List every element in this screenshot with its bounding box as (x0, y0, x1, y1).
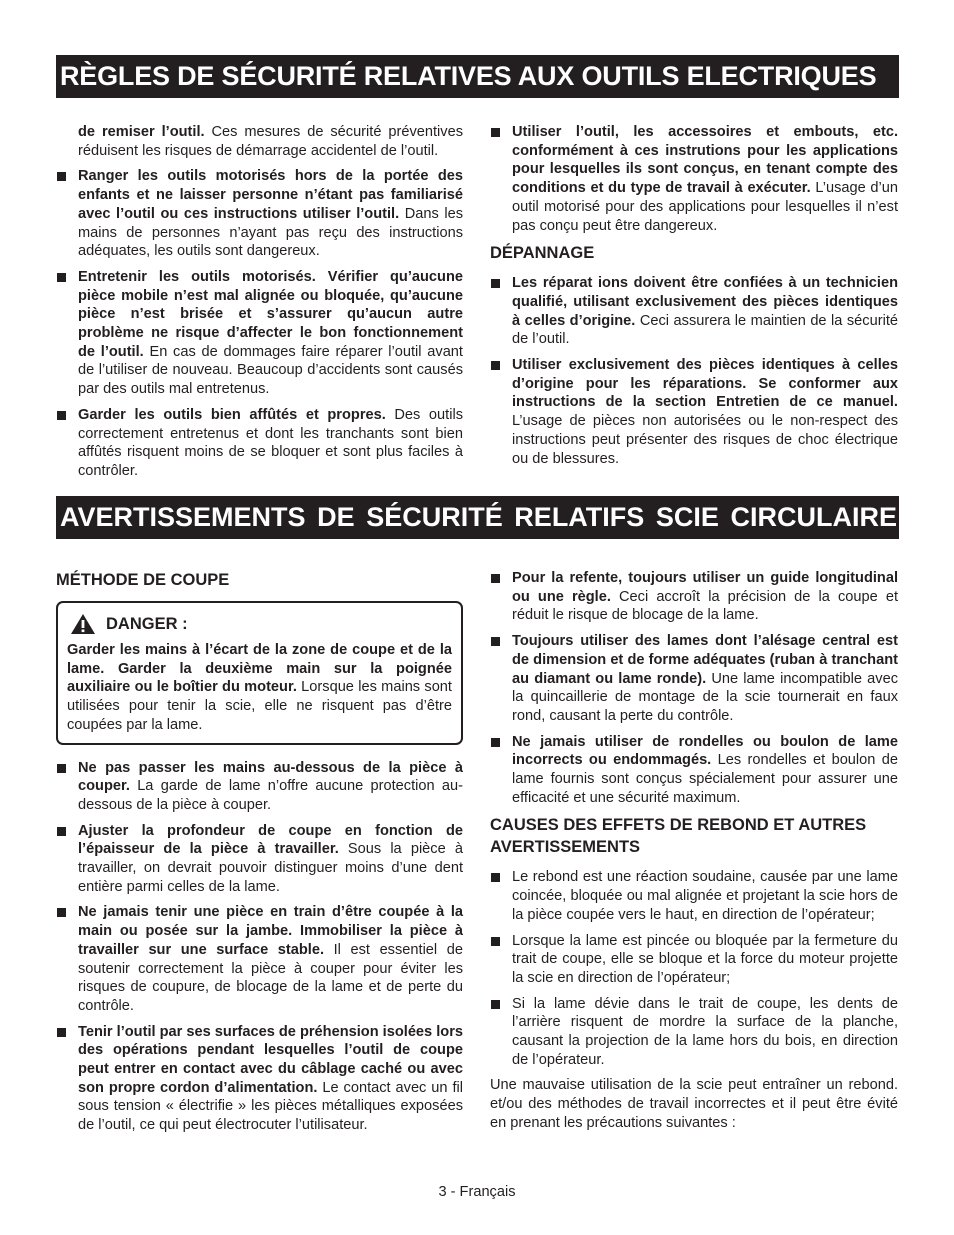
list-item: Toujours utiliser des lames dont l’alésage central est de dimension et de forme adéquates (ruban à tranchant au diamant ou lame ronde). Une lame incompatible avec la quincaillerie de montage de la scie tournerait en faux rond, causant la perte du contrôle. (490, 632, 898, 726)
list-item: Ne jamais utiliser de rondelles ou boulon de lame incorrects ou endommagés. Les rondelles et boulon de lame fournis sont conçus spécialement pour assurer une efficacité et une sécurité maximum. (490, 733, 898, 808)
bullet-square-icon (57, 411, 66, 420)
danger-title: DANGER : (106, 614, 188, 633)
section-title-circular-saw: AVERTISSEMENTS DE SÉCURITÉ RELATIFS SCIE CIRCULAIRE (56, 496, 899, 539)
list-item: Ne pas passer les mains au-dessous de la pièce à couper. La garde de lame n’offre aucune protection au-dessous de la pièce à couper. (56, 759, 463, 815)
list-item: Utiliser l’outil, les accessoires et embouts, etc. conformément à ces instrutions pour les applications pour lesquelles ils sont conçus, en tenant compte des conditions et du type de travail à exécuter. L’usage d’un outil motorisé pour des applications pour lesquelles il n’est pas conçu peut être dangereux. (490, 123, 898, 235)
danger-box (56, 601, 463, 745)
bullet-square-icon (491, 738, 500, 747)
bullet-square-icon (491, 1000, 500, 1009)
danger-header (70, 613, 452, 635)
bullet-square-icon (491, 637, 500, 646)
list-item: Ranger les outils motorisés hors de la portée des enfants et ne laisser personne n’étant pas familiarisé avec l’outil ou ces instructions utiliser l’outil. Dans les mains de personnes n’ayant pas reçu des instructions adéquates, les outils sont dangereux. (56, 167, 463, 261)
bullet-square-icon (57, 827, 66, 836)
closing-paragraph: Une mauvaise utilisation de la scie peut entraîner un rebond. et/ou des méthodes de travail incorrectes et il peut être évité en prenant les précautions suivantes : (490, 1077, 898, 1131)
list-item: Utiliser exclusivement des pièces identiques à celles d’origine pour les réparations. Se conformer aux instructions de la section Entretien de ce manuel. L’usage de pièces non autorisées ou le non-respect des instructions peut présenter des risques de choc électrique ou de blessures. (490, 356, 898, 468)
section2-right-column (490, 569, 898, 1140)
list-item: Ajuster la profondeur de coupe en fonction de l’épaisseur de la pièce à travailler. Sous la pièce à travailler, on devrait pouvoir distinguer moins d’une dent entière parmi celles de la lame. (56, 822, 463, 897)
section-title-electric-tools: RÈGLES DE SÉCURITÉ RELATIVES AUX OUTILS ELECTRIQUES (56, 55, 899, 98)
bullet-square-icon (491, 873, 500, 882)
list-item: Les réparat ions doivent être confiées à un technicien qualifié, utilisant exclusivement des pièces identiques à celles d’origine. Ceci assurera le maintien de la sécurité de l’outil. (490, 274, 898, 349)
section2-left-column (56, 569, 463, 1142)
depannage-heading: DÉPANNAGE (490, 244, 595, 263)
bullet-square-icon (491, 361, 500, 370)
list-item: Lorsque la lame est pincée ou bloquée par la fermeture du trait de coupe, elle se bloque et la force du moteur projette la scie en direction de l’opérateur; (490, 932, 898, 988)
bullet-square-icon (491, 937, 500, 946)
page-footer: 3 - Français (438, 1184, 516, 1200)
list-item: Ne jamais tenir une pièce en train d’être coupée à la main ou posée sur la jambe. Immobiliser la pièce à travailler sur une surface stable. Il est essentiel de soutenir correctement la pièce à couper pour éviter les risques de coupure, de blocage de la lame et de perte du contrôle. (56, 903, 463, 1015)
list-item: Entretenir les outils motorisés. Vérifier qu’aucune pièce mobile n’est mal alignée ou bloquée, qu’aucune pièce n’est brisée et s’assurer qu’aucun autre problème ne risque d’affecter le bon fonctionnement de l’outil. En cas de dommages faire réparer l’outil avant de l’utiliser de nouveau. Beaucoup d’accidents sont causés par des outils mal entretenus. (56, 268, 463, 399)
list-item: Pour la refente, toujours utiliser un guide longitudinal ou une règle. Ceci accroît la précision de la coupe et réduit le risque de blocage de la lame. (490, 569, 898, 625)
list-item: Garder les outils bien affûtés et propres. Des outils correctement entretenus et dont les tranchants sont bien affûtés risquent moins de se bloquer et sont plus faciles à contrôler. (56, 406, 463, 481)
bullet-square-icon (491, 128, 500, 137)
danger-text: Garder les mains à l’écart de la zone de coupe et de la lame. Garder la deuxième main sur la poignée auxiliaire ou le boîtier du moteur. Lorsque les mains sont utilisées pour tenir la scie, elle ne risquent pas d’être coupées par la lame. (67, 642, 452, 733)
bullet-square-icon (57, 273, 66, 282)
warning-triangle-icon (70, 613, 96, 635)
list-item: Si la lame dévie dans le trait de coupe, les dents de l’arrière risquent de mordre la surface de la planche, causant la projection de la lame hors du bois, en direction de l’opérateur. (490, 995, 898, 1070)
bullet-square-icon (491, 279, 500, 288)
bullet-square-icon (57, 764, 66, 773)
list-item: Tenir l’outil par ses surfaces de préhension isolées lors des opérations pendant lesquelles l’outil de coupe peut entrer en contact avec du câblage caché ou avec son propre cordon d’alimentation. Le contact avec un fil sous tension « électrifie » les pièces métalliques exposées de l’outil, ce qui peut électrocuter l’utilisateur. (56, 1023, 463, 1135)
section1-right-column (490, 123, 898, 475)
continuation-paragraph: de remiser l’outil. Ces mesures de sécurité préventives réduisent les risques de démarrage accidentel de l’outil. (78, 124, 463, 159)
bullet-square-icon (491, 574, 500, 583)
causes-heading: CAUSES DES EFFETS DE REBOND ET AUTRES AVERTISSEMENTS (490, 816, 867, 857)
bullet-square-icon (57, 908, 66, 917)
section1-left-column (56, 123, 463, 488)
methode-de-coupe-heading: MÉTHODE DE COUPE (56, 571, 230, 589)
bullet-square-icon (57, 172, 66, 181)
list-item: Le rebond est une réaction soudaine, causée par une lame coincée, bloquée ou mal alignée et projetant la scie hors de la pièce coupée vers le haut, en direction de l’opérateur; (490, 868, 898, 924)
bullet-square-icon (57, 1028, 66, 1037)
